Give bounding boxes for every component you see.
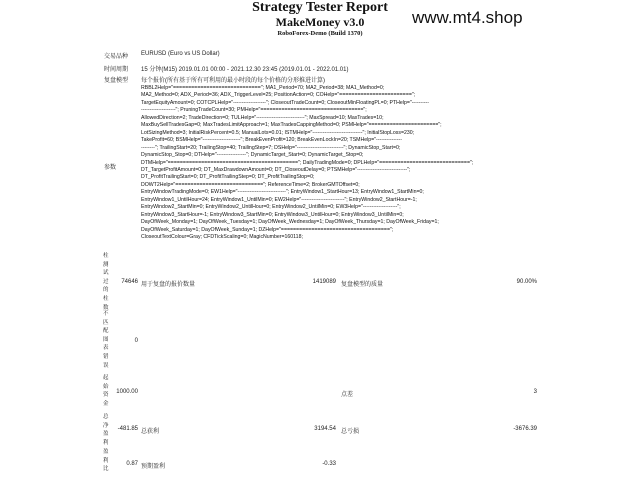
param-line: MA2_Method=0; ADX_Period=36; ADX_TriggerLevel=25; PositionAction=0; COHelp="========================"; — [141, 92, 416, 99]
param-line: --------------------"; PruningTradeCount=30; PMHelp="=================================="; — [141, 107, 367, 114]
watermark-text: www.mt4.shop — [412, 8, 523, 27]
profit-factor-label: 盈 利 比 — [103, 449, 109, 473]
mismatch-value: 0 — [134, 338, 138, 344]
gross-profit-value: 3194.54 — [314, 426, 336, 432]
net-profit-label: 总 净 盈 利 — [103, 414, 109, 446]
quality-label: 复盘模型的质量 — [341, 282, 384, 288]
param-line: CloseoutTextColour=Gray; CFDTickScaling=0; MagicNumber=160118; — [141, 234, 303, 241]
param-line: DayOfWeek_Saturday=1; DayOfWeek_Sunday=1; DZHelp="===================================="; — [141, 226, 394, 233]
ticks-label: 用于复盘的报价数量 — [141, 282, 196, 288]
params-label: 参数 — [104, 165, 117, 171]
model-label: 复盘模型 — [104, 78, 129, 84]
param-line: DT_ProfitTrailingStart=0; DT_ProfitTrailingStep=0; DT_ProfitTrailingStop=0; — [141, 174, 315, 181]
symbol-label: 交易品种 — [104, 54, 129, 60]
expected-payoff-label: 预期盈利 — [141, 464, 166, 470]
param-line: TargetEquityAmount=0; COTCPLHelp="-------------------"; CloseoutTradeCount=0; CloseoutMinFloatingPL=0; PTHelp="---------- — [141, 99, 429, 106]
bars-label: 柱 测 试 过 的 柱 数 — [103, 253, 109, 311]
quality-value: 90.00% — [516, 279, 537, 285]
period-value: 15 分钟(M15) 2019.01.01 00:00 - 2021.12.30 23:45 (2019.01.01 - 2022.01.01) — [141, 67, 349, 73]
param-line: AllowedDirection=2; TradeDirection=0; TULHelp="----------------------------"; MaxSpread=10; MaxTrades=10; — [141, 114, 384, 121]
profit-factor-value: 0.87 — [126, 461, 138, 467]
param-line: EntryWindow1_UntilHour=24; EntryWindow1_UntilMin=0; EW2Help="-------------------------"; EntryWindow2_StartHour=-1; — [141, 196, 417, 203]
gross-loss-label: 总亏损 — [341, 429, 360, 435]
param-line: LotSizingMethod=3; InitialRiskPercent=0.5; ManualLots=0.01; ISTMHelp="-----------------------------"; InitialStopLoss=230; — [141, 129, 415, 136]
param-line: MaxBuySellTradesGap=0; MaxTradesLimitApproach=1; MaxTradesCappingMethod=0; PSMHelp="======================="; — [141, 122, 442, 129]
param-line: DayOfWeek_Monday=1; DayOfWeek_Tuesday=1; DayOfWeek_Wednesday=1; DayOfWeek_Thursday=1; DayOfWeek_Friday=1; — [141, 219, 439, 226]
server-build: RoboForex-Demo (Build 1370) — [277, 30, 363, 37]
bars-value: 74646 — [121, 279, 138, 285]
param-line: --------"; TrailingStart=20; TrailingStop=40; TrailingStep=7; DSHelp="---------------------------"; DynamicStop_Start=0; — [141, 144, 401, 151]
ticks-value: 1419089 — [312, 279, 336, 285]
spread-value: 3 — [533, 389, 537, 395]
expected-payoff-value: -0.33 — [322, 461, 336, 467]
param-line: DTMHelp="==========================================="; DailyTradingMode=0; DPLHelp="=============================="; — [141, 159, 474, 166]
report-title: Strategy Tester Report — [252, 0, 388, 15]
gross-profit-label: 总获利 — [141, 429, 160, 435]
gross-loss-value: -3676.39 — [513, 426, 537, 432]
param-line: EntryWindow2_StartMin=0; EntryWindow2_UntilHour=0; EntryWindow2_UntilMin=0; EW3Help="--------------------"; — [141, 204, 401, 211]
spread-label: 点差 — [341, 392, 354, 398]
param-line: EntryWindowTradingMode=0; EW1Help="----------------------------"; EntryWindow1_StartHour=13; EntryWindow1_StartMin=0; — [141, 189, 424, 196]
symbol-value: EURUSD (Euro vs US Dollar) — [141, 51, 220, 57]
expert-name: MakeMoney v3.0 — [275, 15, 365, 29]
param-line: DOWT2Help="============================="; ReferenceTime=2; BrokerGMTOffset=0; — [141, 181, 360, 188]
period-label: 时间周期 — [104, 67, 129, 73]
deposit-label: 起 始 资 金 — [103, 375, 109, 407]
mismatch-label: 不 匹 配 图 表 错 误 — [103, 311, 109, 369]
param-line: EntryWindow3_StartHour=-1; EntryWindow3_StartMin=0; EntryWindow3_UntilHour=0; EntryWindow3_UntilMin=0; — [141, 211, 404, 218]
param-line: DynamicStop_Stop=0; DTHelp="-----------------"; DynamicTarget_Start=0; DynamicTarget_Stop=0; — [141, 152, 364, 159]
param-line: TakeProfit=60; BSMHelp="----------------------"; BreakEvenProfit=120; BreakEvenLockIn=20; TSMHelp="--------------- — [141, 137, 402, 144]
param-line: DT_TargetProfitAmount=0; DT_MaxDrawdownAmount=0; DT_CloseoutDelay=0; PTSMHelp="-----------------------------"; — [141, 166, 411, 173]
net-profit-value: -481.85 — [117, 426, 138, 432]
param-line: RBBL2Help="============================="; MA1_Period=70; MA2_Period=38; MA1_Method=0; — [141, 85, 385, 91]
model-value: 每个报价(所有基于所有可利用的最小时段的每个价格的分形推进计算) — [141, 78, 325, 84]
parameters-list — [141, 85, 541, 242]
deposit-value: 1000.00 — [116, 389, 138, 395]
